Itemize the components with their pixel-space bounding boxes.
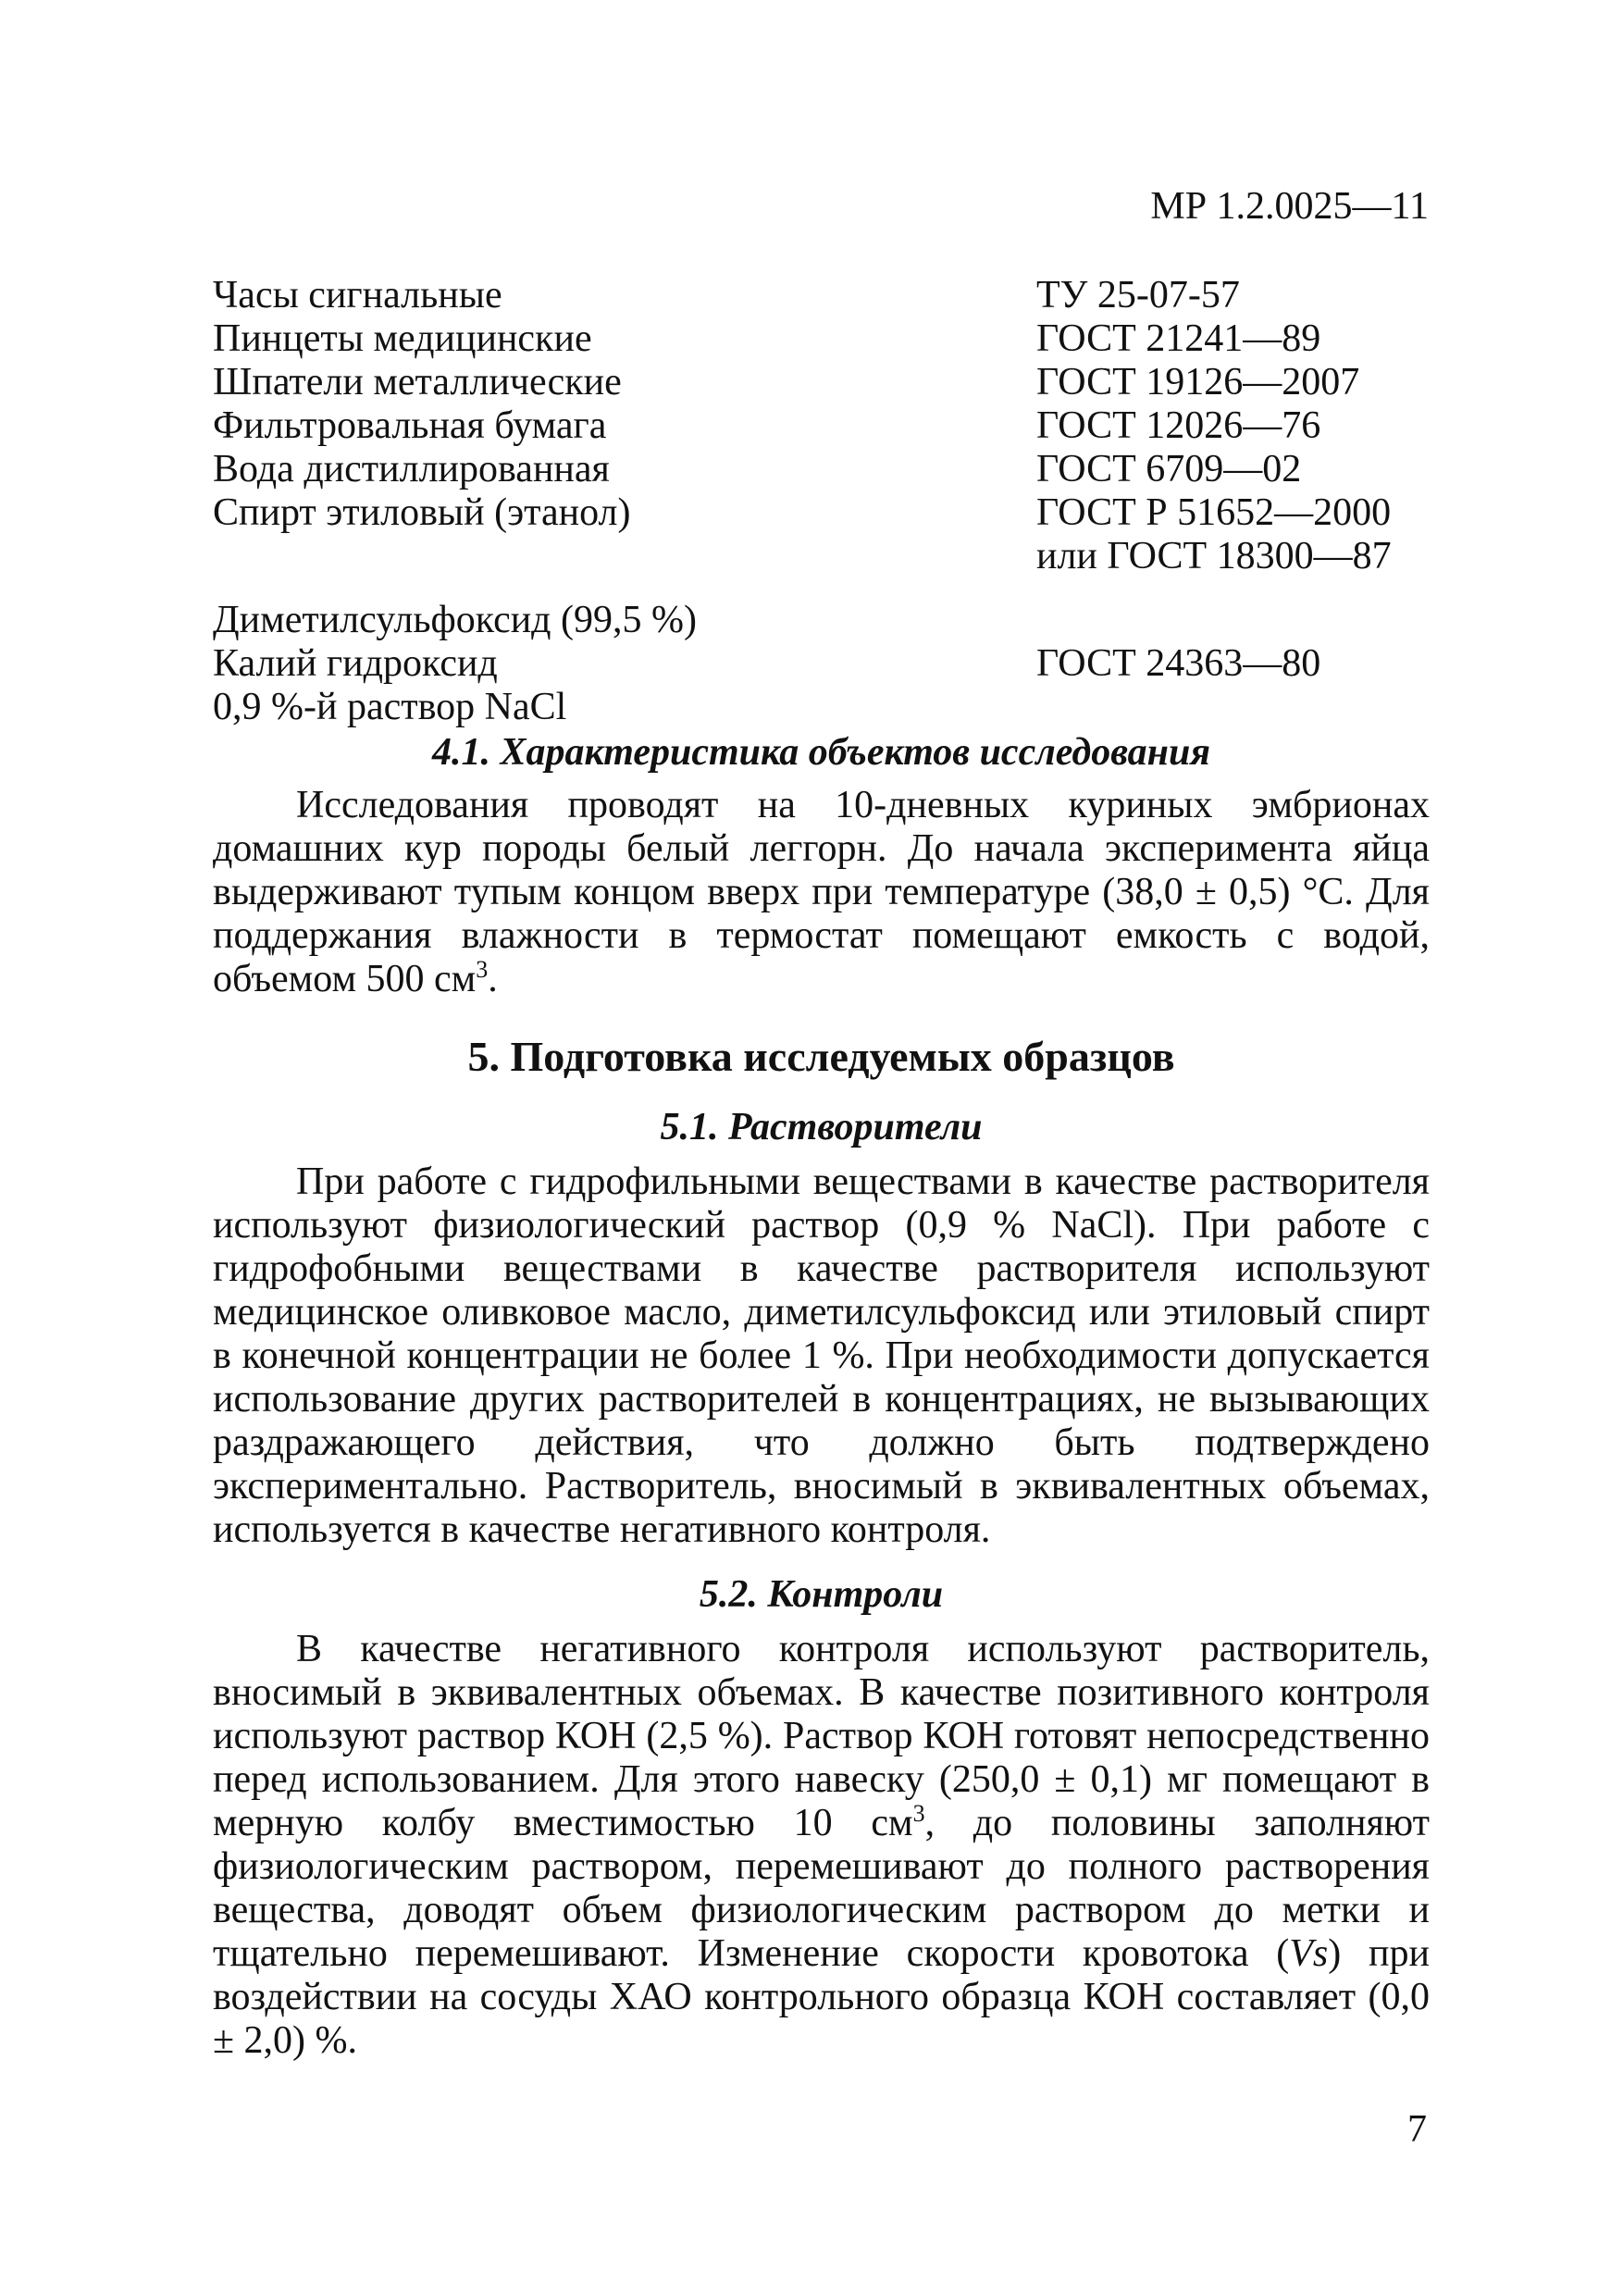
material-standard <box>1036 599 1430 642</box>
paragraph-text: , до половины заполняют физиологическим раствором, перемешивают до полного растворения вещества, доводят объем физиологическим раствором до метки и тщательно перемешивают. Изменение скорости кровотока ( <box>213 1802 1430 1975</box>
materials-row <box>213 599 1430 642</box>
material-name: Спирт этиловый (этанол) <box>213 491 631 534</box>
paragraph: При работе с гидрофильными веществами в качестве растворителя используют физиологический раствор (0,9 % NaCl). При работе с гидрофобными веществами в качестве растворителя используют медицинское оливковое масло, диметилсульфоксид или этиловый спирт в конечной концентрации не более 1 %. При необходимости допускается использование других растворителей в концентрациях, не вызывающих раздражающего действия, что должно быть подтверждено экспериментально. Растворитель, вносимый в эквивалентных объемах, используется в качестве негативного контроля. <box>213 1160 1430 1551</box>
material-standard: ТУ 25-07-57 <box>1036 274 1240 316</box>
materials-row <box>213 361 1430 404</box>
paragraph-text: В качестве негативного контроля используют растворитель, вносимый в эквивалентных объемах. В качестве позитивного контроля используют раствор КОН (2,5 %). Раствор КОН готовят непосредственно перед использованием. Для этого навеску (250,0 ± 0,1) мг помещают в мерную колбу вместимостью 10 см <box>213 1628 1430 1844</box>
material-name: Диметилсульфоксид (99,5 %) <box>213 599 698 641</box>
material-standard: ГОСТ 19126—2007 <box>1036 361 1360 403</box>
material-name: 0,9 %-й раствор NaCl <box>213 686 567 728</box>
paragraph <box>213 1628 1430 2063</box>
material-standard: ГОСТ 6709—02 <box>1036 448 1302 490</box>
section-5-1 <box>213 1106 1430 1552</box>
material-name: Пинцеты медицинские <box>213 317 592 360</box>
paragraph <box>213 784 1430 1001</box>
section-4-1 <box>213 731 1430 1001</box>
page-number: 7 <box>1407 2108 1427 2151</box>
section-heading: 5.1. Растворители <box>660 1106 983 1148</box>
section-heading: 4.1. Характеристика объектов исследования <box>432 731 1210 774</box>
superscript: 3 <box>476 956 489 983</box>
material-standard: ГОСТ 21241—89 <box>1036 317 1321 360</box>
materials-row <box>213 642 1430 686</box>
materials-list <box>213 274 1430 729</box>
material-name: Вода дистиллированная <box>213 448 610 490</box>
material-standard <box>1036 686 1430 729</box>
material-standard: ГОСТ 12026—76 <box>1036 404 1321 447</box>
materials-row <box>213 491 1430 535</box>
paragraph-text: ) при воздействии на сосуды ХАО контрольного образца КОН составляет (0,0 ± 2,0) %. <box>213 1932 1430 2062</box>
document-code: МР 1.2.0025—11 <box>1150 185 1429 228</box>
materials-row <box>213 448 1430 491</box>
section-5 <box>213 1035 1430 1078</box>
material-name: Калий гидроксид <box>213 642 498 685</box>
section-5-2 <box>213 1573 1430 2063</box>
section-heading: 5.2. Контроли <box>699 1573 944 1616</box>
chapter-heading: 5. Подготовка исследуемых образцов <box>467 1033 1175 1080</box>
material-name: Шпатели металлические <box>213 361 622 403</box>
paragraph-tail: . <box>488 958 498 1000</box>
material-standard: ГОСТ Р 51652—2000 <box>1036 491 1392 534</box>
material-name: Фильтровальная бумага <box>213 404 607 447</box>
variable-vs: Vs <box>1289 1932 1329 1975</box>
materials-row <box>213 274 1430 317</box>
materials-row <box>213 686 1430 729</box>
paragraph-text: Исследования проводят на 10-дневных куриных эмбрионах домашних кур породы белый леггорн. До начала эксперимента яйца выдерживают тупым концом вверх при температуре (38,0 ± 0,5) °С. Для поддержания влажности в термостат помещают емкость с водой, объемом 500 см <box>213 784 1430 1000</box>
material-standard: ГОСТ 24363—80 <box>1036 642 1321 685</box>
material-name: Часы сигнальные <box>213 274 502 316</box>
materials-row <box>213 535 1430 578</box>
superscript: 3 <box>912 1800 925 1827</box>
material-standard: или ГОСТ 18300—87 <box>1036 535 1392 577</box>
materials-row <box>213 317 1430 361</box>
material-name <box>213 535 1036 578</box>
materials-row <box>213 404 1430 448</box>
